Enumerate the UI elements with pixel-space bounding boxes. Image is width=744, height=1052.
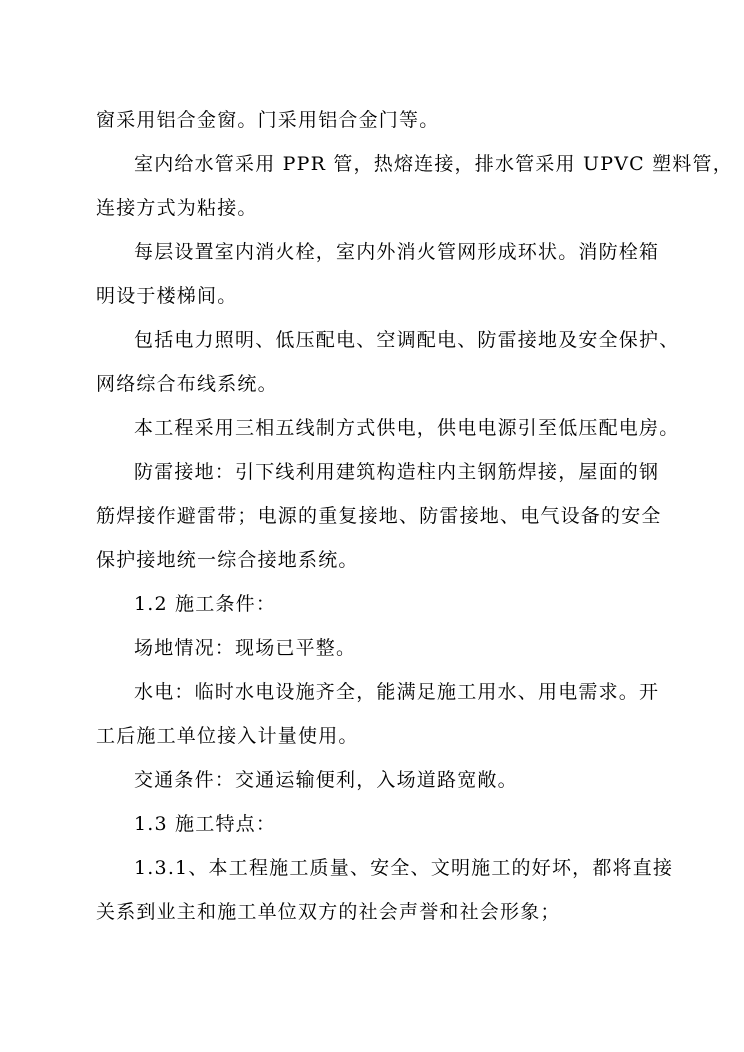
paragraph-line: 关系到业主和施工单位双方的社会声誉和社会形象； xyxy=(96,901,561,923)
paragraph-line: 连接方式为粘接。 xyxy=(96,197,258,219)
paragraph-line: 室内给水管采用 PPR 管，热熔连接，排水管采用 UPVC 塑料管， xyxy=(134,153,733,175)
paragraph-line: 交通条件：交通运输便利，入场道路宽敞。 xyxy=(134,769,518,791)
paragraph-line: 防雷接地：引下线利用建筑构造柱内主钢筋焊接，屋面的钢 xyxy=(134,461,660,483)
paragraph-line: 本工程采用三相五线制方式供电，供电电源引至低压配电房。 xyxy=(134,417,680,439)
paragraph-line: 网络综合布线系统。 xyxy=(96,373,278,395)
paragraph-line: 工后施工单位接入计量使用。 xyxy=(96,725,359,747)
paragraph-line: 明设于楼梯间。 xyxy=(96,285,238,307)
paragraph-line: 筋焊接作避雷带；电源的重复接地、防雷接地、电气设备的安全 xyxy=(96,505,662,527)
paragraph-line: 包括电力照明、低压配电、空调配电、防雷接地及安全保护、 xyxy=(134,329,680,351)
paragraph-line: 每层设置室内消火栓，室内外消火管网形成环状。消防栓箱 xyxy=(134,241,660,263)
section-heading: 1.2 施工条件： xyxy=(134,593,277,615)
section-heading: 1.3 施工特点： xyxy=(134,813,277,835)
paragraph-line: 场地情况：现场已平整。 xyxy=(134,637,357,659)
paragraph-line: 1.3.1、本工程施工质量、安全、文明施工的好坏，都将直接 xyxy=(134,857,674,879)
paragraph-line: 保护接地统一综合接地系统。 xyxy=(96,549,359,571)
paragraph-line: 窗采用铝合金窗。门采用铝合金门等。 xyxy=(96,109,440,131)
paragraph-line: 水电：临时水电设施齐全，能满足施工用水、用电需求。开 xyxy=(134,681,660,703)
